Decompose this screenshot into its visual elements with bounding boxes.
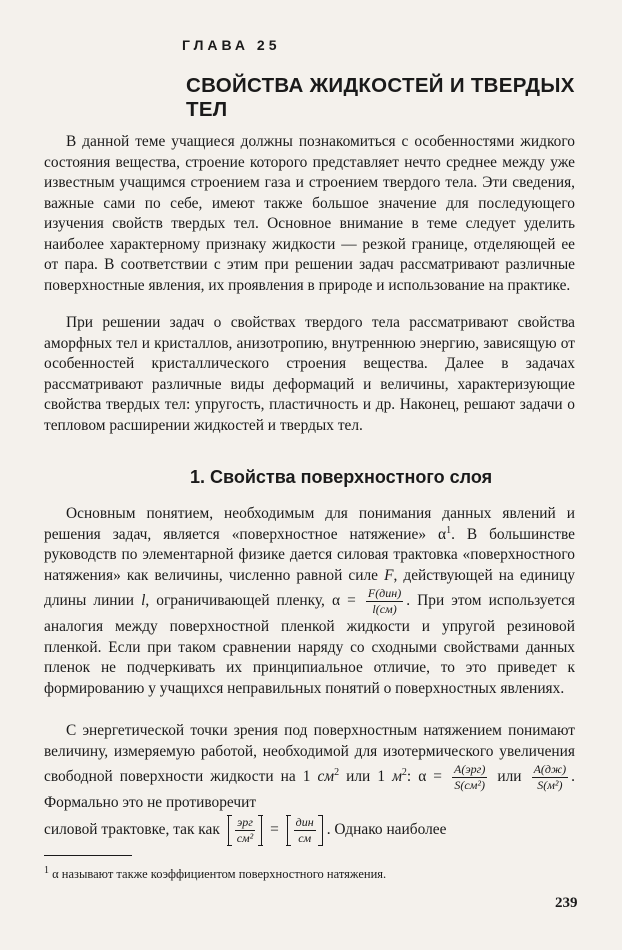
section-paragraph-2: С энергетической точки зрения под поверхностным натяжением понимают величину, измеряемую работой, необходимой для изотермического увеличения свободной поверхности жидкости на 1 $см^2$ или 1 $м^2$: α = $\frac{\text{A(эрг)}}{\text{S(см²)}}$ или $\frac{A(дж)}{\text{S(м²)}}$ . Формально это не противоречит [44,722,575,811]
footnote-ref: 1 [446,524,452,536]
section-paragraph-1: Основным понятием, необходимым для понимания данных явлений и решения задач, является «поверхностное натяжение» $\alpha^1$. В большинстве руководств по элементарной физике дается силовая трактовка «поверхностного натяжения» как величины, численно равной силе F, действующей на единицу длины линии l, ограничивающей пленку, α = $\frac{\text{F(дин)}}{l(см)}$ . При этом используется аналогия между поверхностной пленкой жидкости и упругой резиновой пленкой. Если при таком сравнении наряду со сходными свойствами данных пленок не подчеркивать их принципиальное отличие, то это приведет к формированию у учащихся неправильных понятий о поверхностных явлениях. [44,505,575,697]
formula-force-per-length: $\frac{\text{F(дин)}}{l(см)}$ [367,586,402,616]
chapter-label: ГЛАВА 25 [182,37,281,53]
intro-paragraph-1: В данной теме учащиеся должны познакомиться с особенностями жидкого состояния вещества, строение которого представляет нечто среднее между уже известным учащимся строением газа и строением твердого тела. Эти сведения, важные сами по себе, имеют также большое значение для последующего изучения свойств твердых тел. Основное внимание в теме следует уделить наиболее характерному признаку жидкости — резкой границе, отделяющей ее от пара. В соответствии с этим при решении задач рассматривают различные поверхностные явления, их проявления в природе и использование на практике. [44,133,575,294]
footnote-divider [44,855,132,856]
formula-work-per-area-si: $\frac{A(дж)}{\text{S(м²)}}$ [533,762,567,792]
page-number: 239 [555,895,578,911]
section-paragraph-3: силовой трактовке, так как $\frac{\text{эрг}}{\text{см²}}$ = $\frac{\text{дин}}{см}$ . Однако наиболее [44,815,447,845]
chapter-title: СВОЙСТВА ЖИДКОСТЕЙ И ТВЕРДЫХ ТЕЛ [186,74,575,121]
formula-work-per-area-cgs: $\frac{\text{A(эрг)}}{\text{S(см²)}}$ [454,762,486,792]
footnote: $^1$ α называют также коэффициентом поверхностного натяжения. [44,864,387,881]
unit-bracket-energy: $\frac{\text{эрг}}{\text{см²}}$ [228,815,263,846]
intro-paragraph-2: При решении задач о свойствах твердого тела рассматривают свойства аморфных тел и кристаллов, анизотропию, внутреннюю энергию, зависящую от особенностей кристаллического строения вещества. Далее в задачах рассматривают различные виды деформаций и величины, характеризующие свойства твердых тел: упругость, пластичность и др. Наконец, решают задачи о тепловом расширении жидкостей и твердых тел. [44,314,575,434]
section-heading: 1. Свойства поверхностного слоя [190,467,493,487]
unit-bracket-force: $\frac{\text{дин}}{см}$ [287,815,323,846]
